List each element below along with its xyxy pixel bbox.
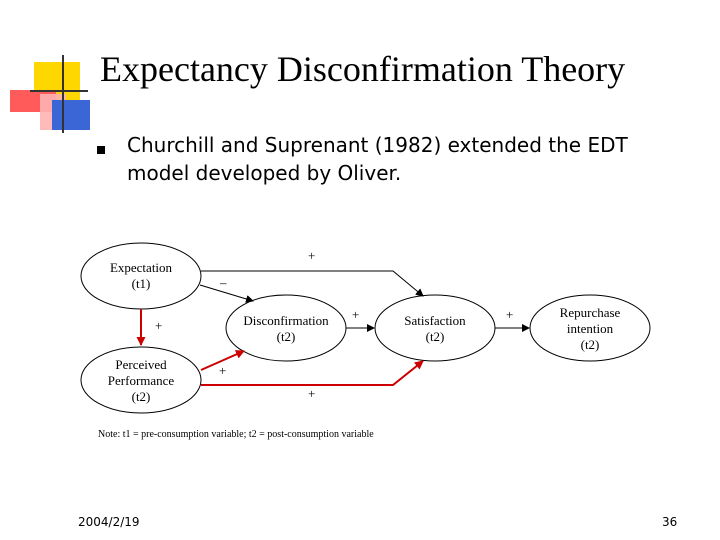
sign-performance-to-disconfirmation: + [219, 363, 227, 378]
perceived-performance-label: Perceived Performance (t2) [107, 357, 175, 404]
page-number: 36 [662, 515, 678, 529]
bullet-text: Churchill and Suprenant (1982) extended the EDT model developed by Oliver. [127, 133, 628, 185]
arrow-expectation-to-satisfaction [201, 271, 423, 296]
sign-performance-to-satisfaction: + [308, 386, 316, 401]
sign-expectation-to-performance: + [155, 318, 163, 333]
expectation-label: Expectation (t1) [109, 260, 173, 291]
arrow-performance-to-satisfaction [201, 361, 423, 385]
sign-expectation-to-disconfirmation: – [220, 275, 227, 290]
sign-disconfirmation-to-satisfaction: + [352, 307, 360, 322]
diagram-note: Note: t1 = pre-consumption variable; t2 = post-consumption variable [98, 429, 374, 440]
footer-date: 2004/2/19 [78, 515, 140, 529]
satisfaction-label: Satisfaction (t2) [404, 313, 466, 344]
sign-satisfaction-to-repurchase: + [506, 307, 514, 322]
disconfirmation-label: Disconfirmation (t2) [243, 313, 329, 344]
slide-title: Expectancy Disconfirmation Theory [100, 49, 626, 89]
sign-expectation-to-satisfaction: + [308, 248, 316, 263]
repurchase-label: Repurchase intention (t2) [559, 305, 621, 352]
